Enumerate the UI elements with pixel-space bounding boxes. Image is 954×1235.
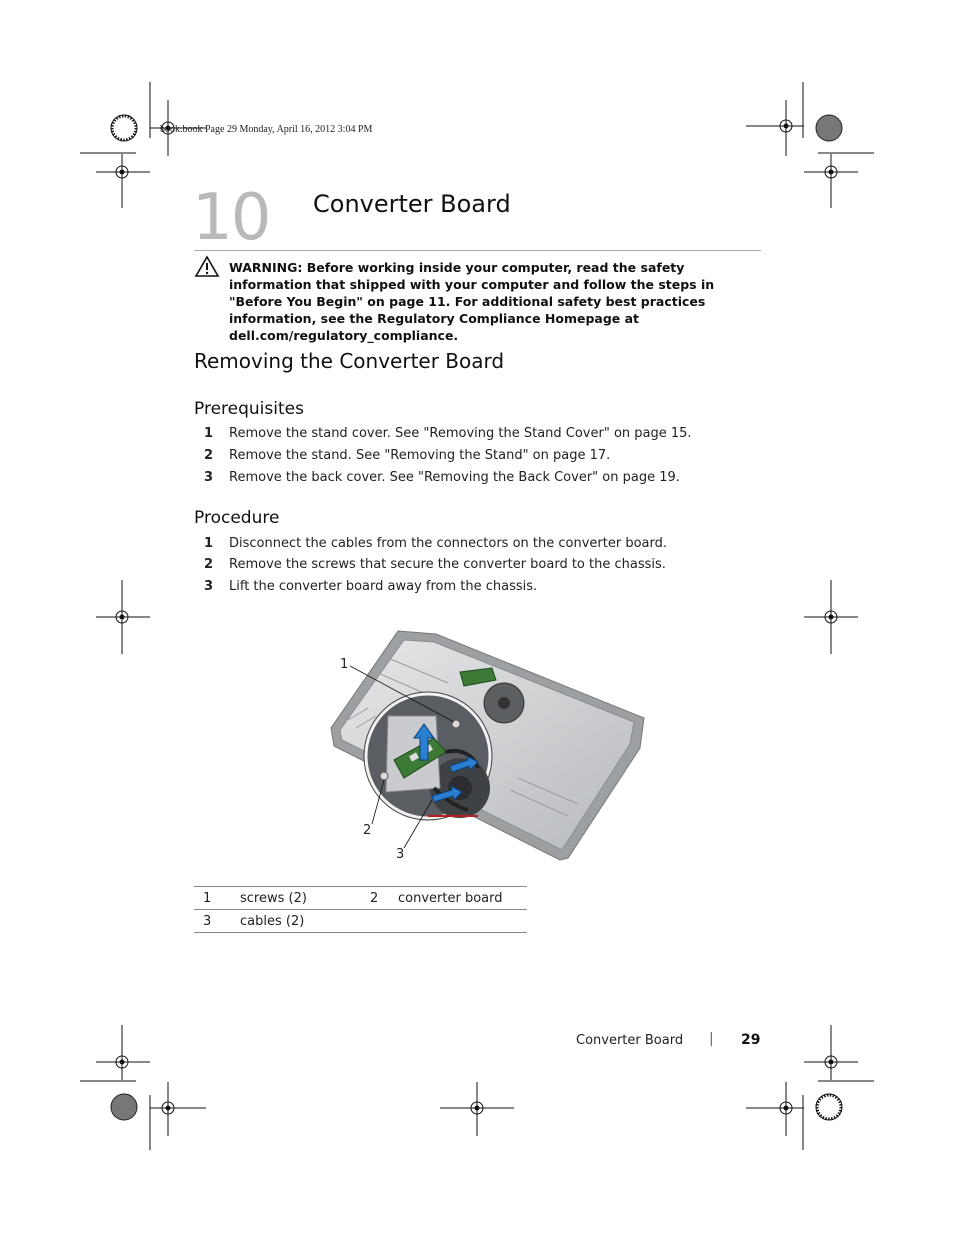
chapter-title: Converter Board (313, 190, 511, 218)
legend-label: converter board (398, 890, 503, 906)
title-rule (194, 250, 761, 251)
warning-text: WARNING: Before working inside your computer, read the safety information that shipped with your computer and follow the steps in "Before You Begin" on page 11. For additional safety best practices information, see the Regulatory Compliance Homepage at dell.com/regulatory_compliance. (229, 260, 715, 343)
figure-legend (194, 886, 527, 933)
footer-section-name: Converter Board (576, 1033, 684, 1048)
legend-label: cables (2) (240, 913, 305, 929)
table-row (194, 887, 527, 910)
converter-board-figure (328, 628, 648, 868)
list-item (204, 470, 680, 485)
step-number: 2 (204, 557, 214, 572)
step-number: 3 (204, 579, 214, 594)
table-row (194, 910, 527, 933)
page-number: 29 (741, 1032, 761, 1048)
list-item (204, 557, 666, 572)
step-number: 3 (204, 470, 214, 485)
step-text: Remove the stand. See "Removing the Stand" on page 17. (229, 448, 611, 463)
procedure-heading: Procedure (194, 508, 280, 528)
legend-number (370, 910, 398, 933)
step-text: Lift the converter board away from the chassis. (229, 579, 538, 594)
list-item (204, 536, 667, 551)
list-item (204, 579, 537, 594)
callout-label: 2 (363, 823, 372, 838)
step-text: Remove the stand cover. See "Removing the Stand Cover" on page 15. (229, 426, 692, 441)
legend-number: 1 (203, 890, 212, 906)
step-text: Remove the screws that secure the converter board to the chassis. (229, 557, 666, 572)
print-header-note: book.book Page 29 Monday, April 16, 2012 3:04 PM (160, 124, 373, 135)
step-text: Remove the back cover. See "Removing the Back Cover" on page 19. (229, 470, 680, 485)
warning-icon (194, 255, 220, 279)
section-title: Removing the Converter Board (194, 349, 505, 373)
legend-number: 3 (203, 913, 212, 929)
prerequisites-heading: Prerequisites (194, 399, 304, 419)
step-number: 1 (204, 536, 214, 551)
callout-label: 3 (396, 847, 405, 862)
step-text: Disconnect the cables from the connectors on the converter board. (229, 536, 667, 551)
step-number: 1 (204, 426, 214, 441)
legend-label (398, 910, 527, 933)
step-number: 2 (204, 448, 214, 463)
chapter-number: 10 (192, 181, 270, 255)
list-item (204, 448, 610, 463)
legend-number: 2 (370, 890, 379, 906)
legend-label: screws (2) (240, 890, 307, 906)
callout-label: 1 (340, 657, 349, 672)
footer-separator: | (709, 1031, 714, 1047)
list-item (204, 426, 692, 441)
